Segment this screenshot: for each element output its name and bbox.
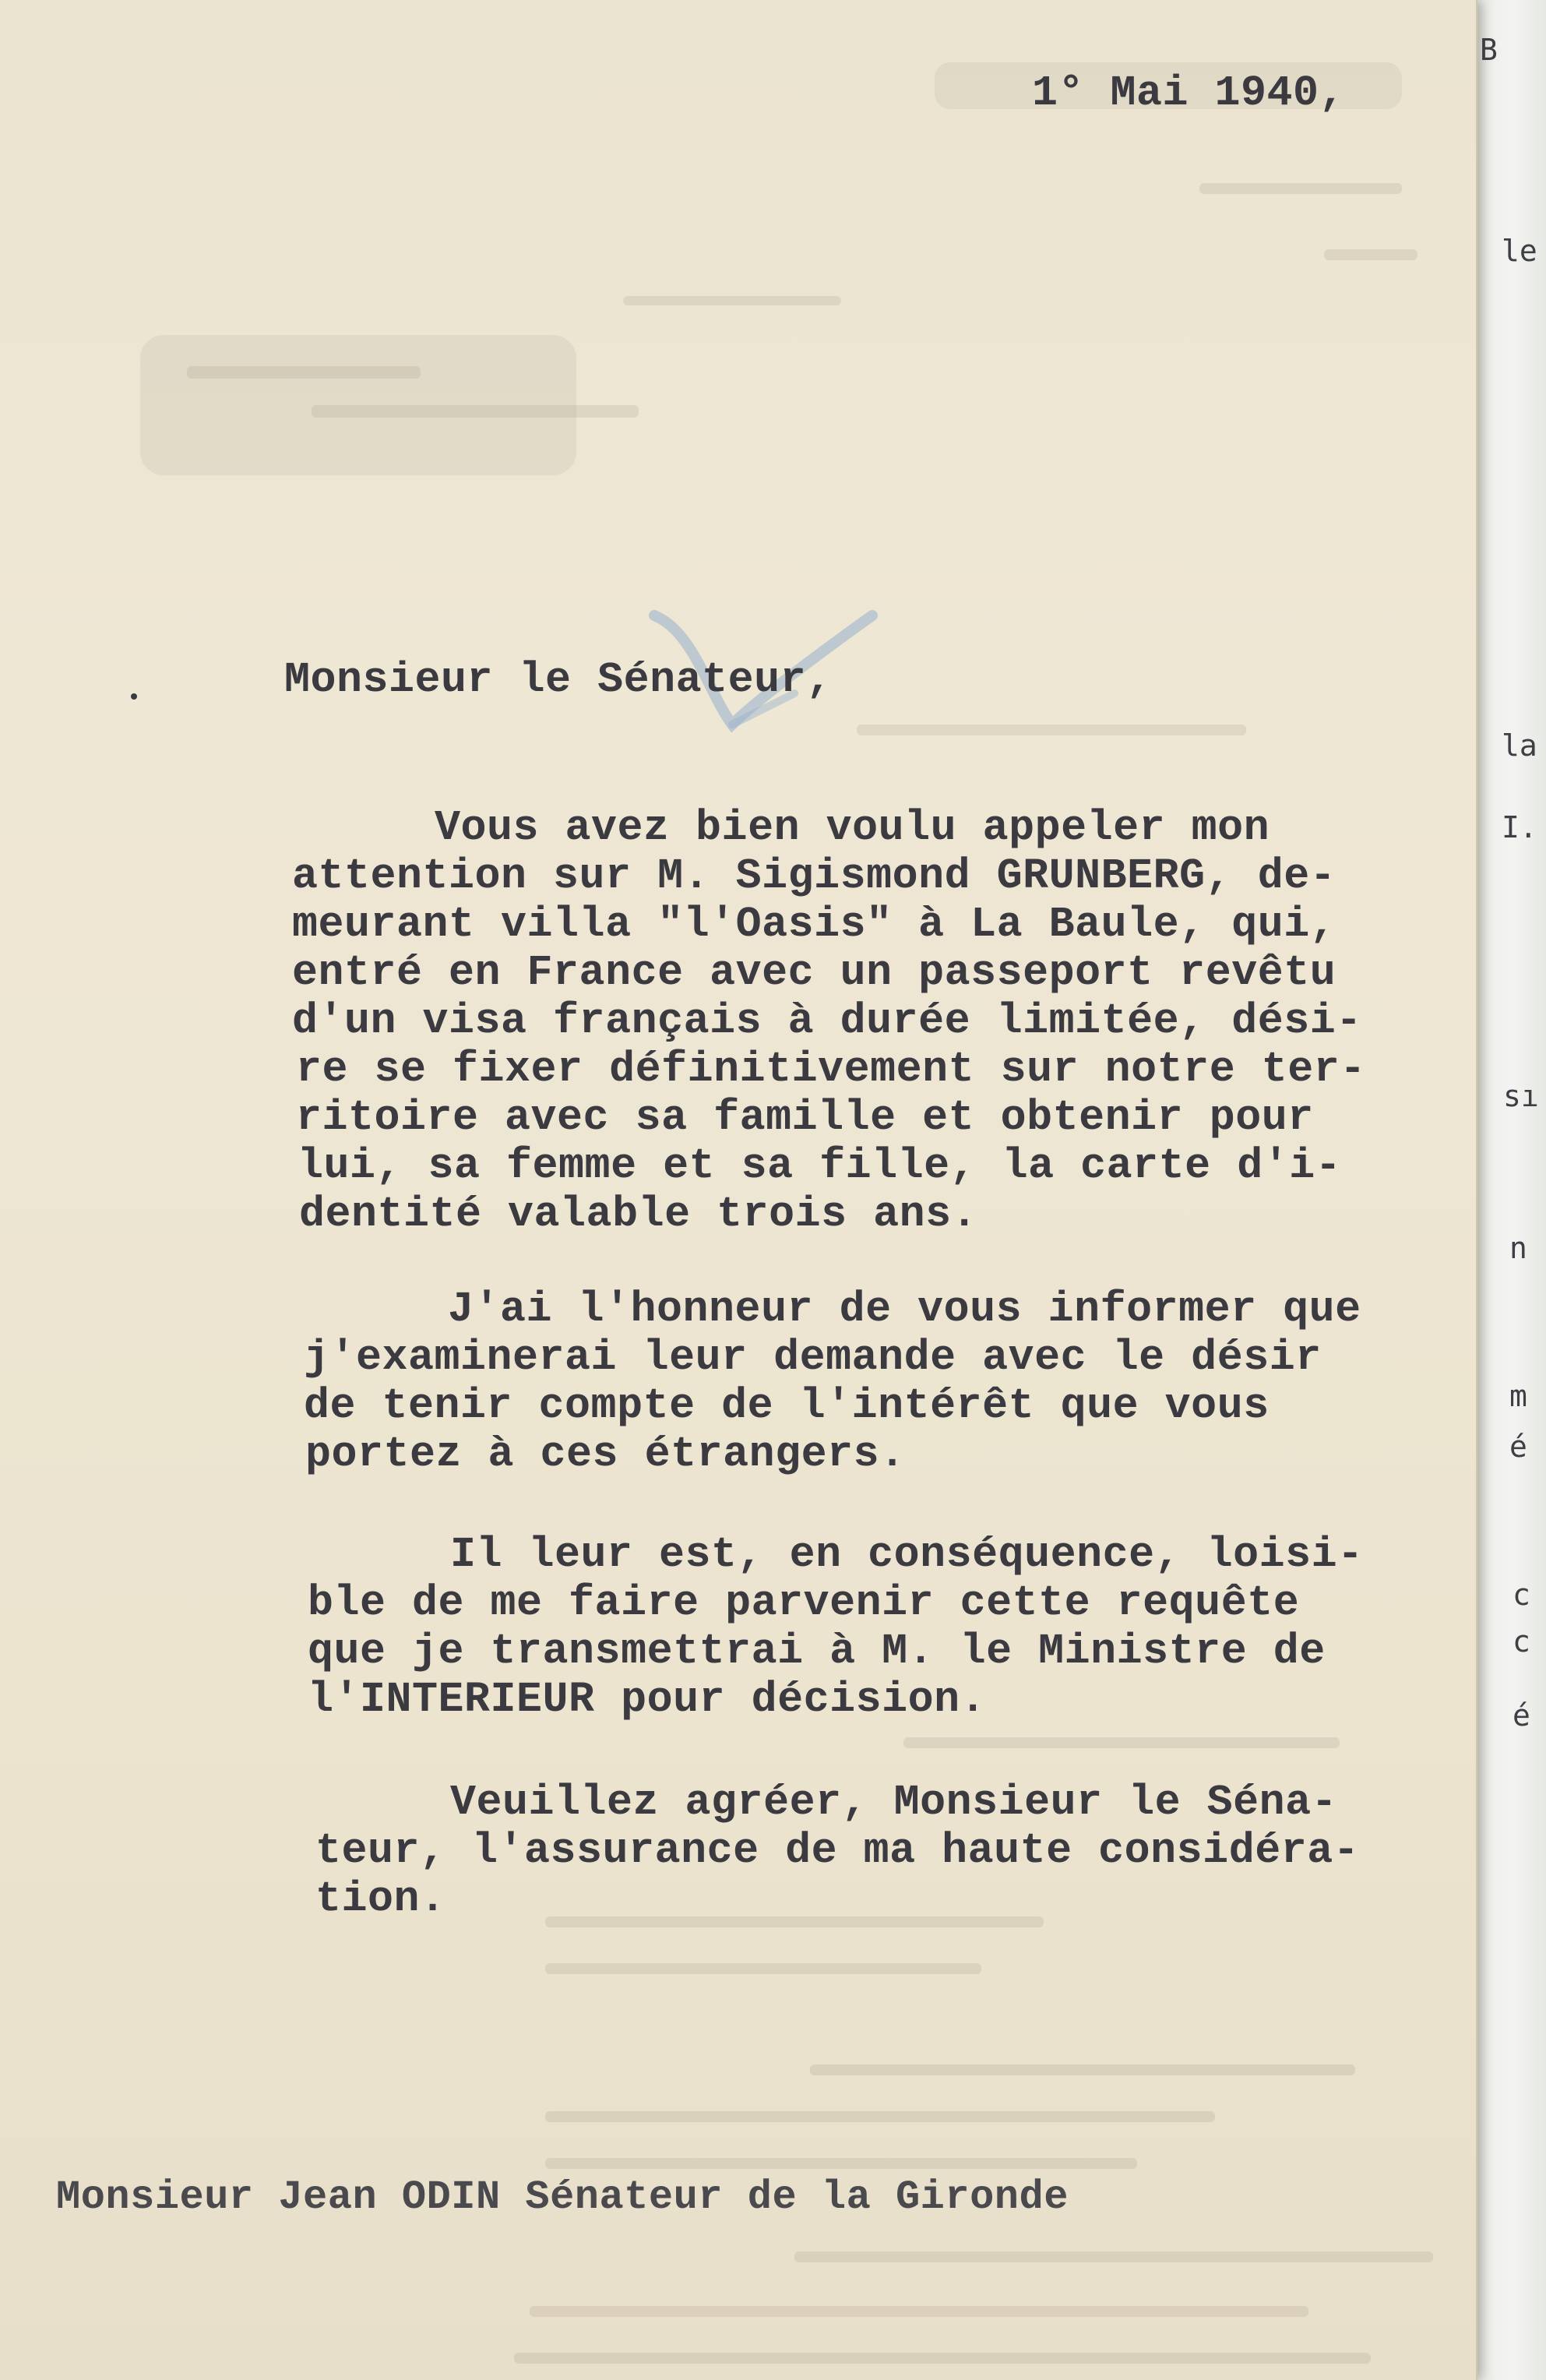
addressee-line: Monsieur Jean ODIN Sénateur de la Gironde: [56, 2174, 1069, 2220]
text-line: re se fixer définitivement sur notre ter-: [296, 1045, 1366, 1094]
underlying-fragment: é: [1509, 1430, 1527, 1464]
underlying-fragment: m: [1509, 1379, 1527, 1413]
text-line: lui, sa femme et sa fille, la carte d'i-: [298, 1141, 1342, 1190]
text-line: j'examinerai leur demande avec le désir: [304, 1333, 1322, 1382]
underlying-fragment: é: [1513, 1698, 1530, 1733]
salutation: Monsieur le Sénateur,: [284, 655, 833, 704]
text-line: teur, l'assurance de ma haute considéra-: [315, 1826, 1360, 1875]
text-line: meurant villa "l'Oasis" à La Baule, qui,: [292, 900, 1336, 949]
underlying-fragment: I.: [1502, 810, 1537, 844]
text-line: portez à ces étrangers.: [305, 1430, 906, 1479]
underlying-fragment: n: [1509, 1231, 1527, 1265]
text-line: l'INTERIEUR pour décision.: [308, 1675, 987, 1724]
margin-dot: [131, 693, 137, 700]
text-line: Il leur est, en conséquence, loisi-: [450, 1530, 1364, 1579]
text-line: ritoire avec sa famille et obtenir pour: [296, 1093, 1314, 1142]
text-line: attention sur M. Sigismond GRUNBERG, de-: [292, 852, 1336, 901]
underlying-fragment: B: [1480, 33, 1498, 67]
text-line: de tenir compte de l'intérêt que vous: [304, 1381, 1270, 1430]
text-line: Vous avez bien voulu appeler mon: [435, 803, 1270, 852]
text-line: dentité valable trois ans.: [299, 1190, 978, 1239]
underlying-fragment: c: [1513, 1624, 1530, 1659]
text-line: J'ai l'honneur de vous informer que: [448, 1285, 1361, 1334]
text-line: Veuillez agréer, Monsieur le Séna-: [450, 1778, 1338, 1827]
underlying-fragment: sı: [1503, 1079, 1539, 1113]
text-line: tion.: [315, 1874, 446, 1923]
underlying-fragment: la: [1502, 728, 1537, 763]
underlying-fragment: le: [1502, 234, 1537, 268]
letter-date: 1° Mai 1940,: [1032, 69, 1346, 118]
text-line: que je transmettrai à M. le Ministre de: [308, 1627, 1326, 1676]
text-line: d'un visa français à durée limitée, dési-: [292, 996, 1362, 1045]
text-line: entré en France avec un passeport revêtu: [292, 948, 1336, 997]
text-line: ble de me faire parvenir cette requête: [308, 1578, 1300, 1627]
underlying-fragment: c: [1513, 1578, 1530, 1612]
